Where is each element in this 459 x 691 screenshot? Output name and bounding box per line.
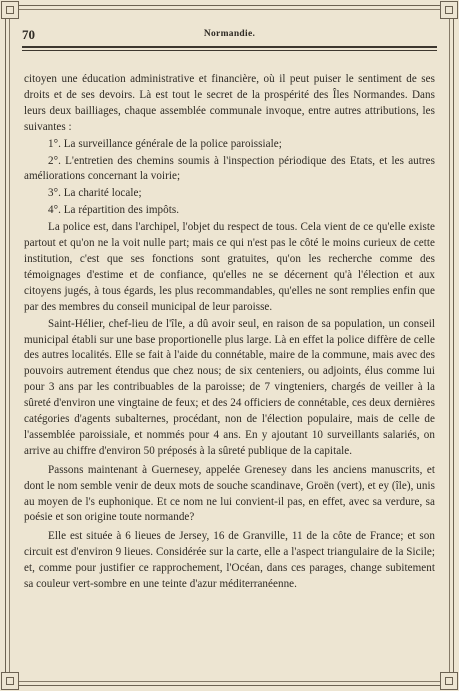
paragraph-continued: citoyen une éducation administrative et financière, où il peut puiser le sentiment de ses droits et de ses devoirs. Là est tout le secret de la prospérité des Îles Normandes. Dans leurs deux bailliages, chaque assemblée communale invoque, entre autres attributions, les suivantes :	[24, 73, 435, 133]
header-rule-thick	[22, 46, 437, 48]
paragraph-guernesey: Passons maintenant à Guernesey, appelée Grenesey dans les anciens manuscrits, et dont le nom semble venir de deux mots de souche scandinave, Groën (vert), et ey (île), unis au moyen de l's euphonique. Et ce nom ne lui convient-il pas, en effet, avec sa verdure, sa poésie et son origine toute normande?	[24, 463, 435, 524]
corner-ornament-top-right	[440, 1, 458, 19]
page-header	[22, 27, 437, 43]
corner-ornament-bottom-left	[1, 672, 19, 690]
paragraph-situation: Elle est située à 6 lieues de Jersey, 16 de Granville, 11 de la côte de France; et son circuit est d'environ 9 lieues. Considérée sur la carte, elle a l'aspect triangulaire de la Sicile; et, comme pour justifier ce rapprochement, l'Océan, dans ces parages, change subitement sa couleur vert-sombre en une teinte d'azur méditerranéenne.	[24, 530, 435, 591]
corner-ornament-bottom-right	[440, 672, 458, 690]
running-title: Normandie.	[203, 29, 256, 39]
paragraph-saint-helier: Saint-Hélier, chef-lieu de l'île, a dû avoir seul, en raison de sa population, un conseil municipal établi sur une base proportionelle plus large. Là en effet la police diffère de celle des autres localités. Elle se fait à l'aide du connétable, maire de la commune, mais avec des pouvoirs autrement étendus que chez nous; de six centeniers, ou adjoints, élus comme lui pour 3 ans par les contribuables de la paroisse; de 7 vingteniers, chargés de veiller à la sûreté d'environ une vingtaine de feux; et des 24 officiers de connétable, ces deux dernières catégories d'agents subalternes, procédant, non de l'élection populaire, mais de celle de l'assemblée paroissiale, et nommés pour 4 ans. En y ajoutant 10 surveillants salariés, on arrive au chiffre d'environ 50 préposés à la sûreté publique de la capitale.	[24, 317, 435, 457]
body-text	[24, 72, 435, 677]
list-item-4: 4°. La répartition des impôts.	[48, 204, 180, 217]
corner-ornament-top-left	[1, 1, 19, 19]
header-rule-thin	[22, 50, 437, 51]
list-item-3: 3°. La charité locale;	[48, 187, 142, 200]
list-item-1: 1°. La surveillance générale de la police paroissiale;	[48, 137, 282, 150]
page-number: 70	[22, 27, 35, 42]
list-item-2: 2°. L'entretien des chemins soumis à l'inspection périodique des Etats, et les autres améliorations concernant la voirie;	[24, 154, 435, 183]
paragraph-police: La police est, dans l'archipel, l'objet du respect de tous. Cela vient de ce qu'elle existe partout et qu'on ne la voit nulle part; mais ce qui n'est pas le côté le moins curieux de cette institution, c'est que ses fonctions sont gratuites, qu'on les recherche comme des témoignages d'estime et de confiance, qu'elles ne se décernent qu'à l'élection et aux citoyens jugés, à tous égards, les plus recommandables, qu'elles ne sont remplies enfin que par des membres du conseil municipal de leur paroisse.	[24, 221, 435, 313]
